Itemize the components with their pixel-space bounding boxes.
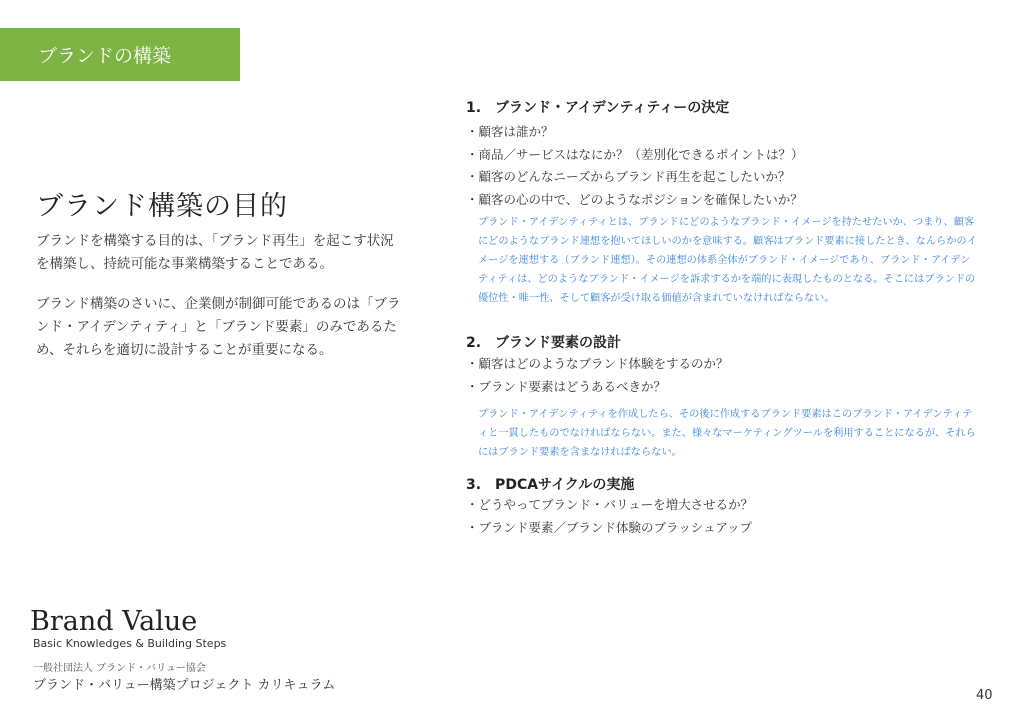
brand-logo-text: Brand Value <box>30 606 198 637</box>
section-3-bullets <box>466 494 753 539</box>
section-1-note: ブランド・アイデンティティとは、ブランドにどのようなブランド・イメージを持たせたいか、つまり、顧客にどのようなブランド連想を抱いてほしいのかを意味する。顧客はブランド要素に接したとき、なんらかのイメージを連想する（ブランド連想）。その連想の体系全体がブランド・イメージであり、ブランド・アイデンティティは、どのようなブランド・イメージを訴求するかを端的に表現したものとなる。そこにはブランドの優位性・唯一性、そして顧客が受け取る価値が含まれていなければならない。 <box>478 217 977 304</box>
bullet-item: ・顧客はどのようなブランド体験をするのか？ <box>466 356 729 371</box>
brand-subtitle: Basic Knowledges & Building Steps <box>33 637 227 650</box>
bullet-item: ・顧客のどんなニーズからブランド再生を起こしたいか？ <box>466 169 791 184</box>
page-number: 40 <box>976 688 993 703</box>
page-title: ブランド構築の目的 <box>36 191 288 222</box>
section-2-note: ブランド・アイデンティティを作成したら、その後に作成するブランド要素はこのブランド・アイデンティティと一貫したものでなければならない。また、様々なマーケティングツールを利用することになるが、それらにはブランド要素を含まなければならない。 <box>478 409 976 458</box>
curriculum-title: ブランド・バリュー構築プロジェクト カリキュラム <box>33 678 336 693</box>
bullet-item: ・商品／サービスはなにか？（差別化できるポイントは？） <box>466 146 804 162</box>
bullet-item: ・顧客は誰か？ <box>466 124 554 139</box>
section-2-title: 2. ブランド要素の設計 <box>466 335 622 351</box>
section-tag: ブランドの構築 <box>0 28 240 81</box>
bullet-item: ・ブランド要素／ブランド体験のブラッシュアップ <box>466 519 753 535</box>
section-3-title: 3. PDCAサイクルの実施 <box>466 477 635 493</box>
section-1-title: 1. ブランド・アイデンティティーの決定 <box>466 100 730 116</box>
bullet-item: ・ブランド要素はどうあるべきか？ <box>466 378 667 394</box>
bullet-item: ・どうやってブランド・バリューを増大させるか？ <box>466 497 754 512</box>
section-2-bullets <box>466 353 729 398</box>
organization-name: 一般社団法人 ブランド・バリュー協会 <box>33 663 206 674</box>
purpose-paragraph: ブランドを構築する目的は、「ブランド再生」を起こす状況を構築し、持続可能な事業構築することである。 <box>36 233 394 272</box>
section-1-bullets <box>466 121 804 211</box>
control-paragraph: ブランド構築のさいに、企業側が制御可能であるのは「ブランド・アイデンティティ」と「ブランド要素」のみであるため、それらを適切に設計することが重要になる。 <box>36 296 401 358</box>
bullet-item: ・顧客の心の中で、どのようなポジションを確保したいか？ <box>466 191 803 207</box>
